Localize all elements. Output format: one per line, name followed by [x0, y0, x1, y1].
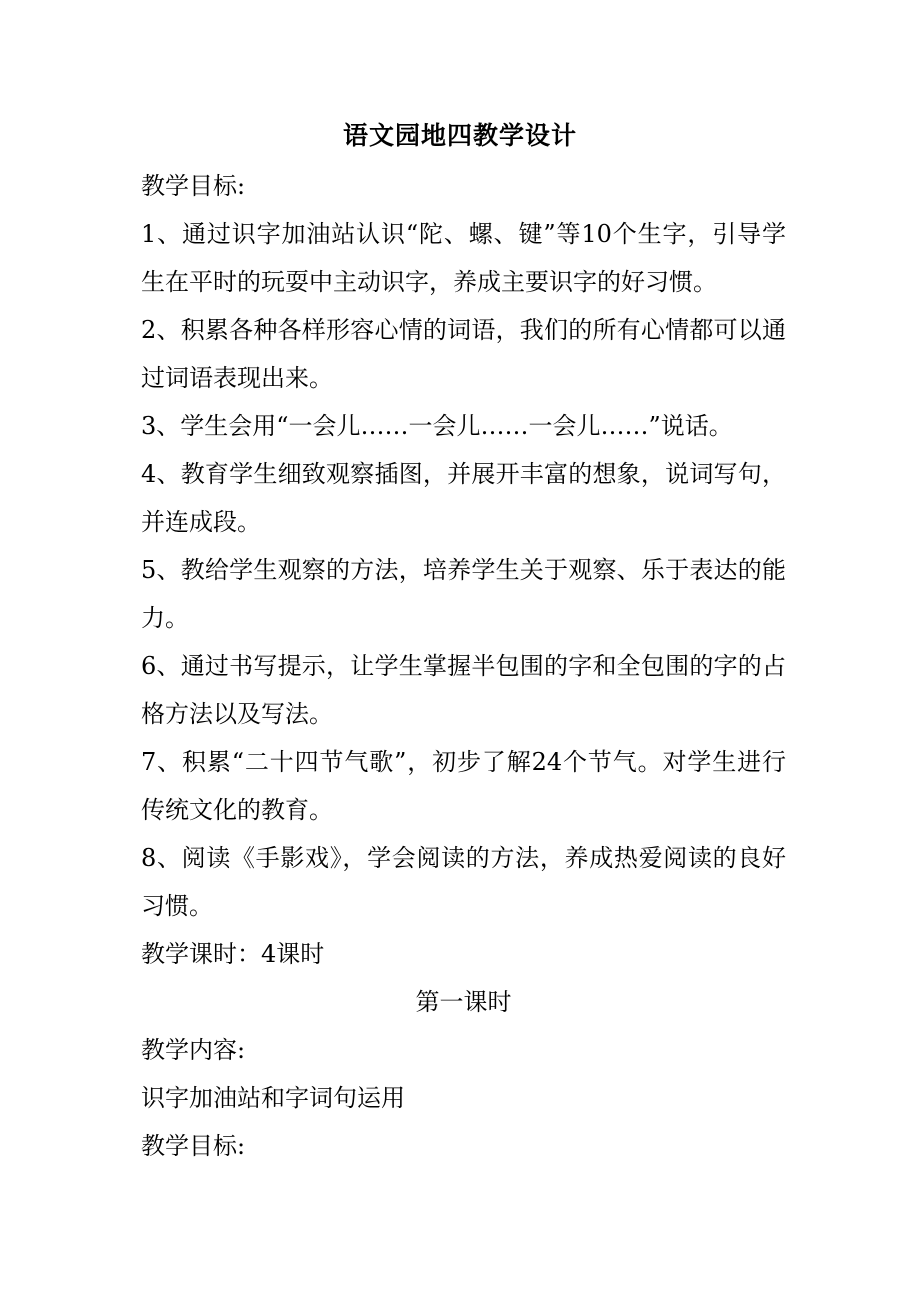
- objective-item-7: 7、积累“二十四节气歌”，初步了解24个节气。对学生进行传统文化的教育。: [141, 748, 786, 824]
- document-body: [141, 162, 786, 1170]
- section-heading-objectives-2: 教学目标:: [141, 1132, 246, 1160]
- content-text: 识字加油站和字词句运用: [141, 1084, 405, 1112]
- teaching-hours: 教学课时：4课时: [141, 940, 325, 968]
- objective-item-1: 1、通过识字加油站认识“陀、螺、键”等10个生字，引导学生在平时的玩耍中主动识字，养成主要识字的好习惯。: [141, 220, 786, 296]
- objective-item-2: 2、积累各种各样形容心情的词语，我们的所有心情都可以通过词语表现出来。: [141, 316, 786, 392]
- objective-item-5: 5、教给学生观察的方法，培养学生关于观察、乐于表达的能力。: [141, 556, 786, 632]
- objective-item-3: 3、学生会用“一会儿……一会儿……一会儿……”说话。: [141, 412, 733, 440]
- objective-item-6: 6、通过书写提示，让学生掌握半包围的字和全包围的字的占格方法以及写法。: [141, 652, 786, 728]
- document-title: 语文园地四教学设计: [342, 121, 577, 150]
- objective-item-4: 4、教育学生细致观察插图，并展开丰富的想象，说词写句，并连成段。: [141, 460, 786, 536]
- objective-item-8: 8、阅读《手影戏》，学会阅读的方法，养成热爱阅读的良好习惯。: [141, 844, 786, 920]
- section-heading-content: 教学内容:: [141, 1036, 246, 1064]
- section-heading-objectives: 教学目标:: [141, 172, 246, 200]
- lesson-heading: 第一课时: [415, 988, 512, 1016]
